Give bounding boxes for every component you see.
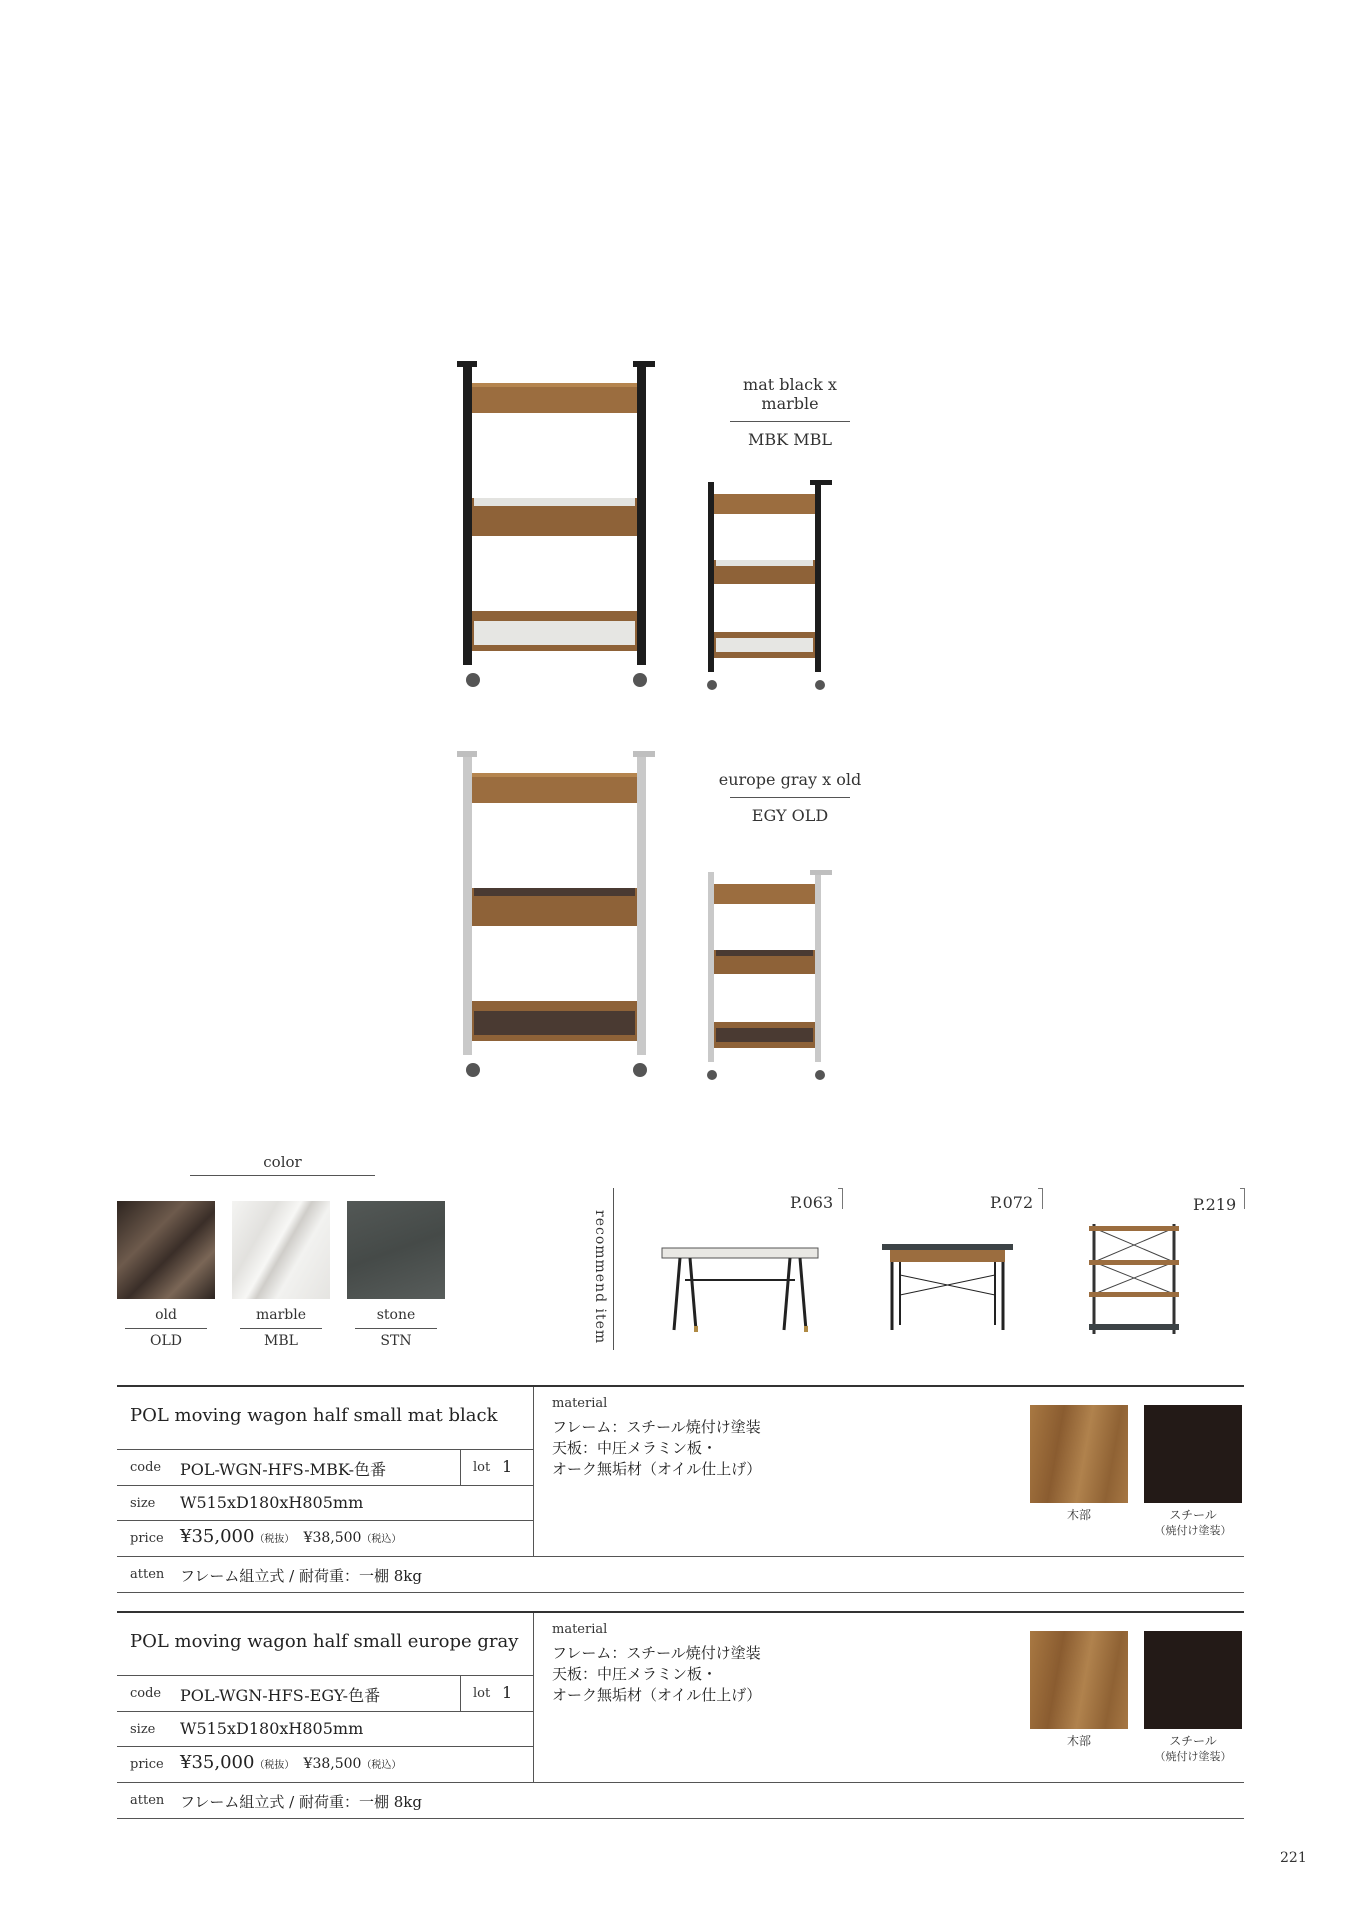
product2-lot-divider xyxy=(460,1675,461,1711)
product1-rule-atten xyxy=(117,1556,1244,1557)
swatch-marble-name: marble xyxy=(255,1307,307,1323)
desk-icon[interactable] xyxy=(880,1240,1015,1340)
product2-size: W515xD180xH805mm xyxy=(180,1719,364,1738)
product1-top-rule xyxy=(117,1385,1244,1387)
product2-material-line2: 天板：中圧メラミン板・ xyxy=(552,1665,718,1683)
variant-color-name: europe gray x old xyxy=(718,770,862,789)
product1-price: ¥35,000 xyxy=(180,1526,255,1547)
shelf-icon[interactable] xyxy=(1088,1222,1183,1337)
product1-lot-divider xyxy=(460,1449,461,1485)
product2-rule-atten xyxy=(117,1782,1244,1783)
product1-material-label: material xyxy=(552,1396,608,1411)
color-section-title: color xyxy=(263,1153,302,1171)
swatch-stone-divider xyxy=(355,1328,437,1329)
swatch-stone xyxy=(347,1201,445,1299)
dining-table-icon[interactable] xyxy=(660,1240,820,1340)
product2-material-line3: オーク無垢材（オイル仕上げ） xyxy=(552,1686,762,1704)
swatch-old-code: OLD xyxy=(150,1333,182,1349)
product1-bottom-rule xyxy=(117,1592,1244,1593)
product1-tax-ex: （税抜） xyxy=(254,1534,295,1545)
product1-material-line2: 天板：中圧メラミン板・ xyxy=(552,1439,718,1457)
product2-tax-ex: （税抜） xyxy=(254,1760,295,1771)
variant-label-divider xyxy=(730,421,850,422)
product2-wood-label: 木部 xyxy=(1066,1734,1091,1748)
product2-rule-size xyxy=(117,1711,533,1712)
product2-top-rule xyxy=(117,1611,1244,1613)
product2-steel-label: スチール xyxy=(1169,1734,1217,1748)
product2-atten-label: atten xyxy=(130,1793,165,1808)
recommend-bracket-1 xyxy=(838,1188,843,1209)
variant-color-code: MBK MBL xyxy=(748,430,832,449)
product2-material-line1: フレーム：スチール焼付け塗装 xyxy=(552,1644,761,1662)
product1-rule-price xyxy=(117,1520,533,1521)
product2-price-row xyxy=(180,1752,401,1773)
product2-steel-swatch xyxy=(1144,1631,1242,1729)
product1-price-label: price xyxy=(130,1531,164,1546)
product2-size-label: size xyxy=(130,1722,156,1737)
swatch-old-divider xyxy=(125,1328,207,1329)
product2-wood-swatch xyxy=(1030,1631,1128,1729)
product1-wood-label: 木部 xyxy=(1066,1508,1091,1522)
product1-lot-label: lot xyxy=(473,1460,491,1475)
swatch-old xyxy=(117,1201,215,1299)
swatch-marble-code: MBL xyxy=(264,1333,298,1349)
product1-code-label: code xyxy=(130,1460,162,1475)
product2-name: POL moving wagon half small europe gray xyxy=(130,1631,519,1652)
product2-rule-code xyxy=(117,1675,533,1676)
variant-label-egy xyxy=(715,770,865,825)
color-title-divider xyxy=(190,1175,375,1176)
product1-steel-sub: （焼付け塗装） xyxy=(1154,1524,1232,1537)
product2-bottom-rule xyxy=(117,1818,1244,1819)
recommend-divider xyxy=(613,1188,614,1350)
swatch-old-name: old xyxy=(155,1307,177,1323)
product1-size: W515xD180xH805mm xyxy=(180,1493,364,1512)
product1-atten-label: atten xyxy=(130,1567,165,1582)
variant-color-name: mat black x marble xyxy=(743,375,837,413)
swatch-stone-code: STN xyxy=(380,1333,412,1349)
product2-lot-label: lot xyxy=(473,1686,491,1701)
product2-code: POL-WGN-HFS-EGY-色番 xyxy=(180,1686,381,1705)
product1-steel-swatch xyxy=(1144,1405,1242,1503)
product2-tax-in: （税込） xyxy=(361,1760,402,1771)
product-photo-egy-large xyxy=(445,745,665,1085)
product1-atten: フレーム組立式 / 耐荷重：一棚 8kg xyxy=(180,1567,422,1585)
product1-tax-in: （税込） xyxy=(361,1534,402,1545)
swatch-marble-divider xyxy=(240,1328,322,1329)
variant-label-divider xyxy=(730,797,850,798)
product-photo-mbk-large xyxy=(445,355,665,695)
swatch-stone-name: stone xyxy=(376,1307,416,1323)
product2-steel-sub: （焼付け塗装） xyxy=(1154,1750,1232,1763)
product2-price: ¥35,000 xyxy=(180,1752,255,1773)
product2-price-label: price xyxy=(130,1757,164,1772)
variant-label-mbk xyxy=(715,375,865,449)
product2-price-tax: ¥38,500 xyxy=(303,1756,362,1772)
recommend-title: recommend item xyxy=(592,1210,608,1345)
recommend-page-1[interactable]: P.063 xyxy=(790,1193,834,1212)
product1-rule-code xyxy=(117,1449,533,1450)
product1-price-tax: ¥38,500 xyxy=(303,1530,362,1546)
product1-material-line1: フレーム：スチール焼付け塗装 xyxy=(552,1418,761,1436)
product1-steel-label: スチール xyxy=(1169,1508,1217,1522)
product1-price-row xyxy=(180,1526,401,1547)
product2-material-label: material xyxy=(552,1622,608,1637)
recommend-page-2[interactable]: P.072 xyxy=(990,1193,1034,1212)
variant-color-code: EGY OLD xyxy=(751,806,829,825)
product1-code: POL-WGN-HFS-MBK-色番 xyxy=(180,1460,387,1479)
product1-rule-size xyxy=(117,1485,533,1486)
recommend-page-3[interactable]: P.219 xyxy=(1193,1195,1237,1214)
product2-atten: フレーム組立式 / 耐荷重：一棚 8kg xyxy=(180,1793,422,1811)
product-photo-mbk-small xyxy=(700,472,840,697)
product2-column-divider xyxy=(533,1613,534,1782)
product1-column-divider xyxy=(533,1387,534,1556)
recommend-bracket-2 xyxy=(1038,1188,1043,1209)
page-number: 221 xyxy=(1280,1850,1307,1866)
product2-rule-price xyxy=(117,1746,533,1747)
product2-lot: 1 xyxy=(502,1683,513,1702)
product1-size-label: size xyxy=(130,1496,156,1511)
recommend-bracket-3 xyxy=(1240,1188,1245,1209)
product1-wood-swatch xyxy=(1030,1405,1128,1503)
product2-code-label: code xyxy=(130,1686,162,1701)
product1-lot: 1 xyxy=(502,1457,513,1476)
product-photo-egy-small xyxy=(700,862,840,1087)
product1-material-line3: オーク無垢材（オイル仕上げ） xyxy=(552,1460,762,1478)
swatch-marble xyxy=(232,1201,330,1299)
product1-name: POL moving wagon half small mat black xyxy=(130,1405,498,1426)
